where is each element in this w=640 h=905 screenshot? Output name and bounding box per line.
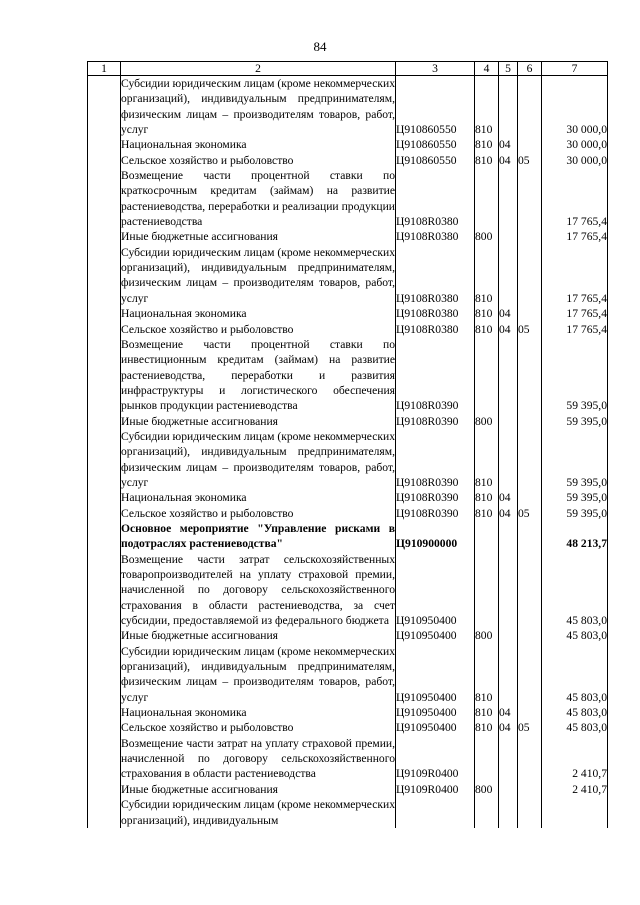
subsection-code (518, 490, 542, 505)
amount-value: 59 395,0 (542, 506, 608, 521)
table-row (88, 736, 608, 782)
expense-type-code: 810 (475, 322, 499, 337)
target-article-code: Ц910950400 (396, 552, 475, 629)
section-code (499, 429, 518, 490)
row-name: Основное мероприятие "Управление рисками в подотраслях растениеводства" (121, 521, 395, 551)
section-code: 04 (499, 137, 518, 152)
expense-type-code: 810 (475, 245, 499, 306)
row-name: Субсидии юридическим лицам (кроме некоммерческих организаций), индивидуальным предпринимателям, физическим лицам – производителям товаров, работ, услуг (121, 77, 395, 137)
section-code: 04 (499, 322, 518, 337)
row-name: Субсидии юридическим лицам (кроме некоммерческих организаций), индивидуальным предпринимателям, физическим лицам – производителям товаров, работ, услуг (121, 429, 395, 489)
expense-type-code: 810 (475, 153, 499, 168)
blank-cell (88, 168, 121, 229)
section-code (499, 782, 518, 797)
section-code: 04 (499, 720, 518, 735)
subsection-code (518, 229, 542, 244)
row-name: Сельское хозяйство и рыболовство (121, 506, 396, 521)
amount-value: 59 395,0 (542, 429, 608, 490)
amount-value: 45 803,0 (542, 628, 608, 643)
expense-type-code: 810 (475, 76, 499, 138)
target-article-code: Ц910860550 (396, 137, 475, 152)
blank-cell (88, 229, 121, 244)
row-name: Иные бюджетные ассигнования (121, 414, 396, 429)
column-header: 7 (542, 62, 608, 76)
subsection-code (518, 414, 542, 429)
expense-type-code: 810 (475, 506, 499, 521)
amount-value: 17 765,4 (542, 306, 608, 321)
expense-type-code: 800 (475, 414, 499, 429)
amount-value: 17 765,4 (542, 245, 608, 306)
budget-table (87, 61, 608, 828)
amount-value: 59 395,0 (542, 414, 608, 429)
blank-cell (88, 337, 121, 414)
expense-type-code (475, 797, 499, 828)
target-article-code: Ц9108R0380 (396, 245, 475, 306)
table-row (88, 782, 608, 797)
expense-type-code: 810 (475, 137, 499, 152)
amount-value: 17 765,4 (542, 322, 608, 337)
blank-cell (88, 797, 121, 828)
expense-type-code: 810 (475, 705, 499, 720)
table-row (88, 153, 608, 168)
row-name: Субсидии юридическим лицам (кроме некоммерческих организаций), индивидуальным (121, 798, 395, 827)
section-code (499, 521, 518, 552)
subsection-code (518, 797, 542, 828)
target-article-code: Ц9108R0390 (396, 337, 475, 414)
blank-cell (88, 782, 121, 797)
expense-type-code (475, 736, 499, 782)
row-name: Возмещение части процентной ставки по инвестиционным кредитам (займам) на развитие растениеводства, переработки и развития инфраструктуры и логистического обеспечения рынков продукции растениеводства (121, 337, 395, 413)
blank-cell (88, 245, 121, 306)
expense-type-code: 800 (475, 782, 499, 797)
subsection-code (518, 736, 542, 782)
row-name: Возмещение части затрат на уплату страховой премии, начисленной по договору сельскохозяйственного страхования в области растениеводства (121, 736, 395, 781)
table-row (88, 137, 608, 152)
blank-cell (88, 429, 121, 490)
amount-value: 59 395,0 (542, 490, 608, 505)
page-number: 84 (313, 39, 327, 54)
amount-value: 30 000,0 (542, 153, 608, 168)
target-article-code: Ц9108R0380 (396, 306, 475, 321)
subsection-code (518, 76, 542, 138)
target-article-code: Ц9108R0390 (396, 429, 475, 490)
subsection-code (518, 521, 542, 552)
row-name: Иные бюджетные ассигнования (121, 229, 396, 244)
blank-cell (88, 552, 121, 629)
table-row (88, 628, 608, 643)
target-article-code: Ц910950400 (396, 720, 475, 735)
subsection-code (518, 782, 542, 797)
table-row (88, 720, 608, 735)
section-code: 04 (499, 153, 518, 168)
table-row (88, 337, 608, 414)
blank-cell (88, 720, 121, 735)
table-row (88, 797, 608, 828)
target-article-code: Ц9108R0390 (396, 506, 475, 521)
blank-cell (88, 506, 121, 521)
subsection-code: 05 (518, 153, 542, 168)
subsection-code: 05 (518, 322, 542, 337)
row-name: Сельское хозяйство и рыболовство (121, 153, 396, 168)
row-name: Сельское хозяйство и рыболовство (121, 322, 396, 337)
section-code: 04 (499, 506, 518, 521)
table-body (88, 76, 608, 828)
table-row (88, 552, 608, 629)
table-row (88, 644, 608, 705)
amount-value: 48 213,7 (542, 521, 608, 552)
blank-cell (88, 705, 121, 720)
subsection-code (518, 705, 542, 720)
subsection-code (518, 337, 542, 414)
table-row (88, 306, 608, 321)
blank-cell (88, 414, 121, 429)
target-article-code: Ц9108R0390 (396, 414, 475, 429)
table-row (88, 322, 608, 337)
row-name: Национальная экономика (121, 137, 396, 152)
target-article-code: Ц910950400 (396, 628, 475, 643)
row-name: Иные бюджетные ассигнования (121, 782, 396, 797)
section-code (499, 414, 518, 429)
subsection-code (518, 644, 542, 705)
blank-cell (88, 644, 121, 705)
subsection-code: 05 (518, 506, 542, 521)
section-code (499, 628, 518, 643)
blank-cell (88, 628, 121, 643)
amount-value: 2 410,7 (542, 736, 608, 782)
expense-type-code: 800 (475, 628, 499, 643)
column-header: 6 (518, 62, 542, 76)
subsection-code (518, 245, 542, 306)
amount-value: 17 765,4 (542, 168, 608, 229)
section-code: 04 (499, 490, 518, 505)
amount-value: 45 803,0 (542, 644, 608, 705)
amount-value: 45 803,0 (542, 552, 608, 629)
table-row (88, 245, 608, 306)
section-code (499, 337, 518, 414)
section-code (499, 644, 518, 705)
expense-type-code (475, 168, 499, 229)
amount-value: 45 803,0 (542, 720, 608, 735)
subsection-code (518, 137, 542, 152)
section-code (499, 797, 518, 828)
target-article-code: Ц9108R0380 (396, 322, 475, 337)
column-header: 4 (475, 62, 499, 76)
blank-cell (88, 76, 121, 138)
row-name: Национальная экономика (121, 306, 396, 321)
target-article-code: Ц910860550 (396, 153, 475, 168)
table-row (88, 168, 608, 229)
target-article-code: Ц9108R0390 (396, 490, 475, 505)
table-row (88, 506, 608, 521)
expense-type-code: 810 (475, 720, 499, 735)
blank-cell (88, 736, 121, 782)
expense-type-code (475, 552, 499, 629)
row-name: Субсидии юридическим лицам (кроме некоммерческих организаций), индивидуальным предпринимателям, физическим лицам – производителям товаров, работ, услуг (121, 245, 395, 305)
row-name: Национальная экономика (121, 705, 396, 720)
row-name: Иные бюджетные ассигнования (121, 628, 396, 643)
row-name: Сельское хозяйство и рыболовство (121, 720, 396, 735)
subsection-code (518, 552, 542, 629)
section-code (499, 245, 518, 306)
column-header: 2 (121, 62, 396, 76)
amount-value: 17 765,4 (542, 229, 608, 244)
target-article-code: Ц9108R0380 (396, 229, 475, 244)
blank-cell (88, 153, 121, 168)
amount-value: 30 000,0 (542, 137, 608, 152)
expense-type-code: 810 (475, 306, 499, 321)
section-code (499, 229, 518, 244)
amount-value: 30 000,0 (542, 76, 608, 138)
column-header: 1 (88, 62, 121, 76)
target-article-code: Ц910950400 (396, 705, 475, 720)
amount-value (542, 797, 608, 828)
table-row (88, 229, 608, 244)
table-row (88, 429, 608, 490)
subsection-code (518, 628, 542, 643)
subsection-code (518, 168, 542, 229)
table-row (88, 76, 608, 138)
expense-type-code: 800 (475, 229, 499, 244)
table-row (88, 490, 608, 505)
section-code: 04 (499, 705, 518, 720)
subsection-code: 05 (518, 720, 542, 735)
blank-cell (88, 137, 121, 152)
blank-cell (88, 521, 121, 552)
target-article-code: Ц910950400 (396, 644, 475, 705)
target-article-code: Ц910900000 (396, 521, 475, 552)
table-row (88, 414, 608, 429)
expense-type-code (475, 337, 499, 414)
section-code (499, 168, 518, 229)
target-article-code: Ц910860550 (396, 76, 475, 138)
blank-cell (88, 322, 121, 337)
blank-cell (88, 490, 121, 505)
amount-value: 45 803,0 (542, 705, 608, 720)
expense-type-code (475, 521, 499, 552)
section-code (499, 552, 518, 629)
section-code (499, 736, 518, 782)
column-number-row (88, 62, 608, 76)
subsection-code (518, 429, 542, 490)
table-row (88, 705, 608, 720)
subsection-code (518, 306, 542, 321)
row-name: Возмещение части затрат сельскохозяйственных товаропроизводителей на уплату страховой премии, начисленной по договору сельскохозяйственного страхования в области растениеводства, за счет субсидии, предоставляемой из федерального бюджета (121, 552, 395, 628)
row-name: Субсидии юридическим лицам (кроме некоммерческих организаций), индивидуальным предпринимателям, физическим лицам – производителям товаров, работ, услуг (121, 644, 395, 704)
section-code: 04 (499, 306, 518, 321)
table-row (88, 521, 608, 552)
amount-value: 2 410,7 (542, 782, 608, 797)
blank-cell (88, 306, 121, 321)
column-header: 5 (499, 62, 518, 76)
amount-value: 59 395,0 (542, 337, 608, 414)
section-code (499, 76, 518, 138)
target-article-code (396, 797, 475, 828)
target-article-code: Ц9109R0400 (396, 782, 475, 797)
row-name: Возмещение части процентной ставки по краткосрочным кредитам (займам) на развитие растениеводства, переработки и реализации продукции растениеводства (121, 169, 395, 229)
expense-type-code: 810 (475, 490, 499, 505)
expense-type-code: 810 (475, 644, 499, 705)
expense-type-code: 810 (475, 429, 499, 490)
target-article-code: Ц9109R0400 (396, 736, 475, 782)
target-article-code: Ц9108R0380 (396, 168, 475, 229)
column-header: 3 (396, 62, 475, 76)
row-name: Национальная экономика (121, 490, 396, 505)
